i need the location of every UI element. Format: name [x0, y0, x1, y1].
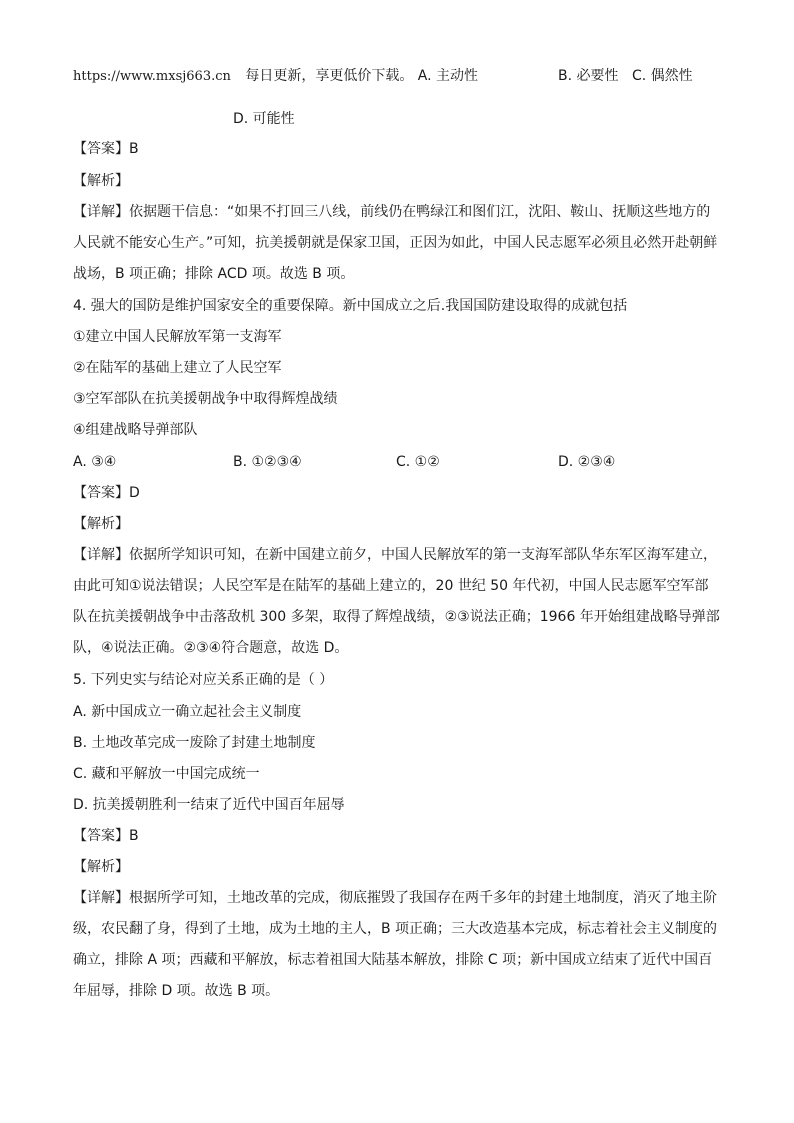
q5-answer: 【答案】B [73, 828, 139, 844]
q5-option-d: D. 抗美援朝胜利一结束了近代中国百年屈辱 [73, 797, 345, 813]
q5-option-c: C. 藏和平解放一中国完成统一 [73, 766, 260, 782]
q5-option-a: A. 新中国成立一确立起社会主义制度 [73, 704, 302, 720]
q3-option-a: A. 主动性 [417, 68, 479, 84]
q3-analysis-label: 【解析】 [73, 173, 129, 189]
q4-option-c: C. ①② [396, 454, 440, 470]
q5-option-b: B. 土地改革完成一废除了封建土地制度 [73, 735, 316, 751]
q3-option-c: C. 偶然性 [632, 68, 693, 84]
q3-option-d: D. 可能性 [233, 111, 295, 127]
q4-item-1: ①建立中国人民解放军第一支海军 [73, 329, 282, 345]
q4-option-b: B. ①②③④ [233, 454, 302, 470]
q4-item-3: ③空军部队在抗美援朝战争中取得辉煌战绩 [73, 391, 338, 407]
q5-stem: 5. 下列史实与结论对应关系正确的是（ ） [73, 672, 334, 688]
q3-option-b: B. 必要性 [558, 68, 619, 84]
q5-detail: 【详解】根据所学可知，土地改革的完成，彻底摧毁了我国存在两千多年的封建土地制度，消灭了地主阶级，农民翻了身，得到了土地，成为土地的主人，B 项正确；三大改造基本完成，标志着社会主义制度的确立，排除 A 项；西藏和平解放，标志着祖国大陆基本解放，排除 C 项；新中国成立结束了近代中国百年屈辱，排除 D 项。故选 B 项。 [73, 890, 718, 999]
q5-analysis-label: 【解析】 [73, 859, 129, 875]
q4-item-2: ②在陆军的基础上建立了人民空军 [73, 360, 282, 376]
q4-option-a: A. ③④ [73, 454, 117, 470]
promo-text: 每日更新，享更低价下载。 [245, 68, 414, 84]
site-url[interactable]: https://www.mxsj663.cn [73, 69, 231, 84]
q3-detail: 【详解】依据题干信息：“如果不打回三八线，前线仍在鸭绿江和图们江，沈阳、鞍山、抚顺这些地方的人民就不能安心生产。”可知，抗美援朝就是保家卫国，正因为如此，中国人民志愿军必须且必然开赴朝鲜战场，B 项正确；排除 ACD 项。故选 B 项。 [73, 204, 718, 282]
q4-stem: 4. 强大的国防是维护国家安全的重要保障。新中国成立之后.我国国防建设取得的成就包括 [73, 298, 628, 314]
header-line [73, 66, 478, 87]
q4-analysis-label: 【解析】 [73, 516, 129, 532]
q3-answer: 【答案】B [73, 141, 139, 157]
q4-item-4: ④组建战略导弹部队 [73, 422, 198, 438]
q4-option-d: D. ②③④ [558, 454, 616, 470]
q4-detail: 【详解】依据所学知识可知，在新中国建立前夕，中国人民解放军的第一支海军部队华东军区海军建立，由此可知①说法错误；人民空军是在陆军的基础上建立的，20 世纪 50 年代初，中国人民志愿军空军部队在抗美援朝战争中击落敌机 300 多架，取得了辉煌战绩，②③说法正确；1966 年开始组建战略导弹部队，④说法正确。②③④符合题意，故选 D。 [73, 547, 720, 656]
q4-answer: 【答案】D [73, 485, 140, 501]
